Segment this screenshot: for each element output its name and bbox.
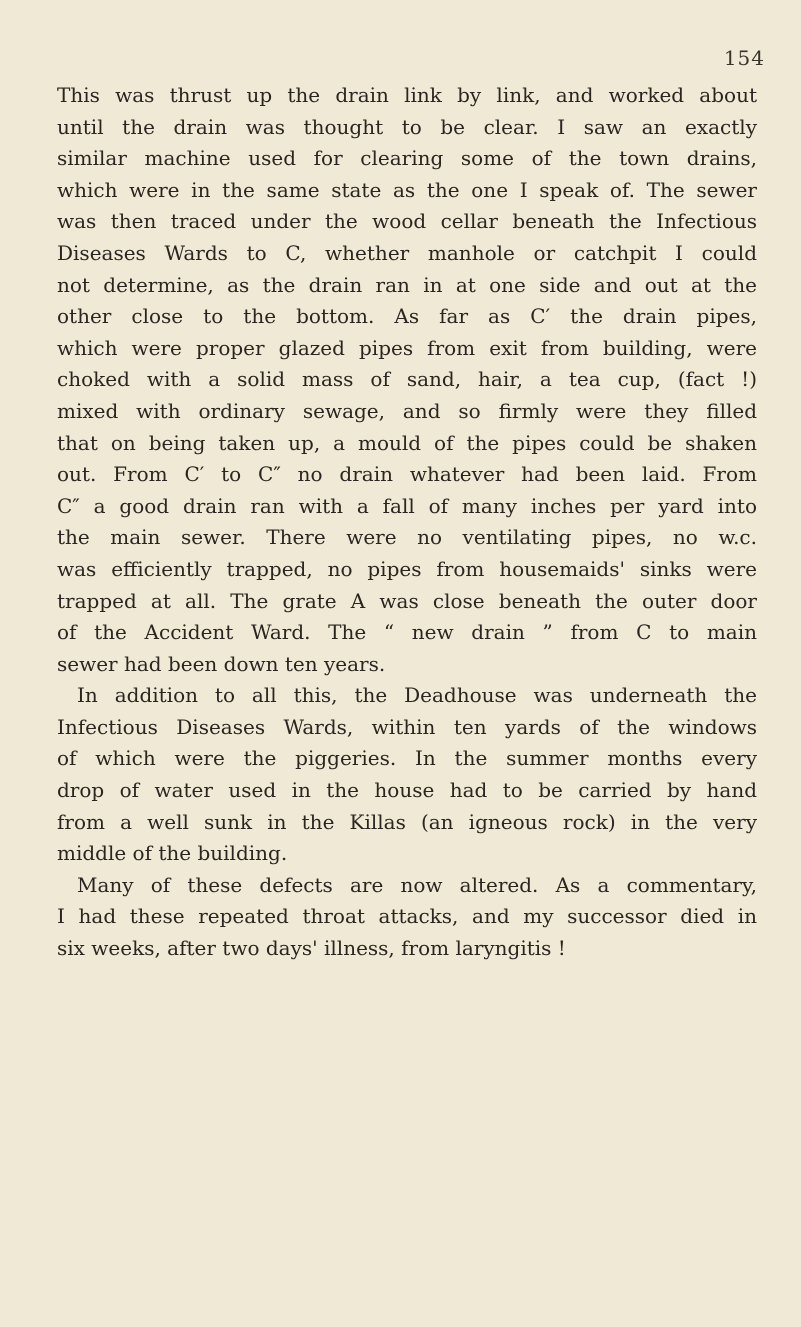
text-line: middle of the building. xyxy=(57,841,288,866)
text-line: Diseases Wards to C, whether manhole or catchpit I could xyxy=(57,240,757,265)
text-line: drop of water used in the house had to be carried by hand xyxy=(57,778,757,803)
text-line: was then traced under the wood cellar beneath the Infectious xyxy=(57,209,757,234)
text-line: similar machine used for clearing some of the town drains, xyxy=(57,146,757,171)
text-line: of the Accident Ward. The “ new drain ” from C to main xyxy=(57,620,757,645)
text-line: six weeks, after two days' illness, from laryngitis ! xyxy=(57,936,566,961)
text-line: was efficiently trapped, no pipes from housemaids' sinks were xyxy=(57,556,757,581)
text-line: which were proper glazed pipes from exit from building, were xyxy=(57,335,757,360)
text-line: Infectious Diseases Wards, within ten yards of the windows xyxy=(57,714,757,739)
text-line: out. From C′ to C″ no drain whatever had been laid. From xyxy=(57,462,757,487)
text-line: not determine, as the drain ran in at one side and out at the xyxy=(57,272,757,297)
text-line: of which were the piggeries. In the summer months every xyxy=(57,746,757,771)
page-number: 154 xyxy=(723,46,765,70)
text-line: that on being taken up, a mould of the pipes could be shaken xyxy=(57,430,757,455)
text-line: Many of these defects are now altered. As a commentary, xyxy=(77,872,757,897)
text-line: choked with a solid mass of sand, hair, a tea cup, (fact !) xyxy=(57,367,757,392)
text-line: which were in the same state as the one I speak of. The sewer xyxy=(57,177,757,202)
text-line: sewer had been down ten years. xyxy=(57,651,386,676)
text-line: from a well sunk in the Killas (an igneous rock) in the very xyxy=(57,809,757,834)
text-line: C″ a good drain ran with a fall of many inches per yard into xyxy=(57,493,757,518)
text-line: other close to the bottom. As far as C′ the drain pipes, xyxy=(57,304,757,329)
text-line: In addition to all this, the Deadhouse was underneath the xyxy=(77,683,757,708)
text-line: This was thrust up the drain link by link, and worked about xyxy=(57,83,757,107)
text-line: I had these repeated throat attacks, and my successor died in xyxy=(57,904,757,929)
text-line: trapped at all. The grate A was close beneath the outer door xyxy=(57,588,757,613)
text-line: mixed with ordinary sewage, and so firmly were they filled xyxy=(57,398,757,423)
body-text xyxy=(57,80,757,965)
text-line: until the drain was thought to be clear. I saw an exactly xyxy=(57,114,757,139)
text-line: the main sewer. There were no ventilating pipes, no w.c. xyxy=(57,525,757,550)
